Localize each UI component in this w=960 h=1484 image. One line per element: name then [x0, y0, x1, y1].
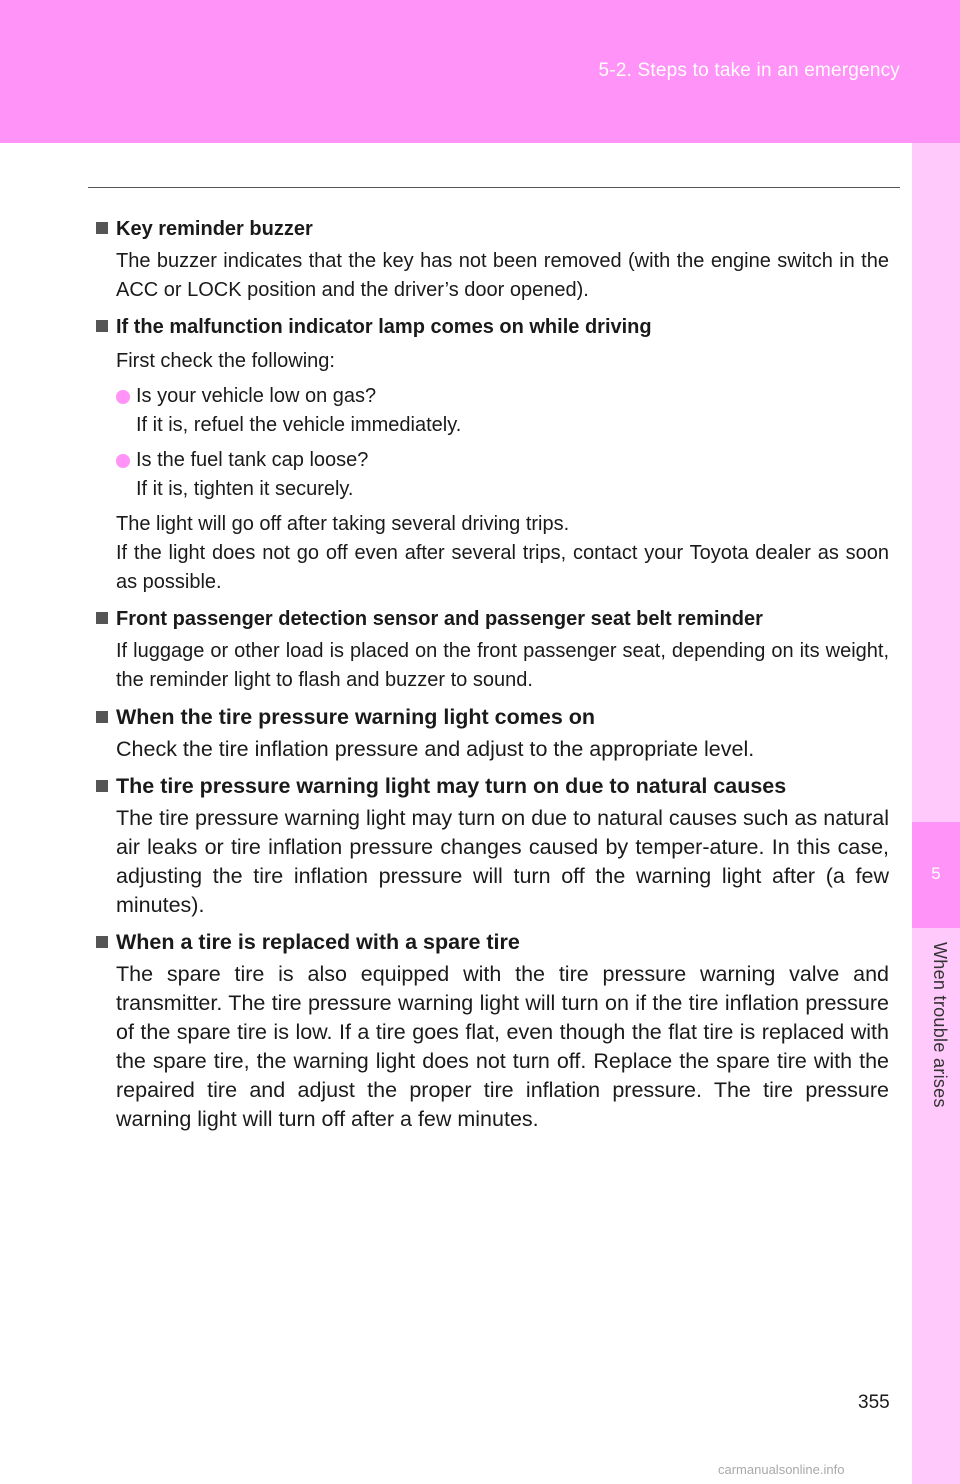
chapter-title: When trouble arises	[930, 942, 950, 1108]
section-title: 5-2. Steps to take in an emergency	[598, 60, 900, 81]
section-passenger-sensor	[96, 603, 889, 695]
circle-bullet-icon	[116, 390, 130, 404]
square-bullet-icon	[96, 320, 108, 332]
section-heading: The tire pressure warning light may turn on due to natural causes	[96, 770, 889, 802]
watermark: carmanualsonline.info	[718, 1462, 845, 1477]
section-text: Check the tire inflation pressure and adjust to the appropriate level.	[116, 737, 755, 761]
section-heading: When the tire pressure warning light comes on	[96, 701, 889, 733]
section-key-buzzer	[96, 213, 889, 305]
page-content	[96, 213, 889, 1140]
check-item: Is the fuel tank cap loose? If it is, tighten it securely.	[116, 446, 889, 504]
square-bullet-icon	[96, 612, 108, 624]
section-text: The tire pressure warning light may turn on due to natural causes such as natural air leaks or tire inflation pressure changes caused by temper-ature. In this case, adjusting the tire inflation pressure will turn off the warning light after (a few minutes).	[116, 806, 889, 917]
page-number: 355	[858, 1392, 890, 1413]
square-bullet-icon	[96, 780, 108, 792]
check-item: Is your vehicle low on gas? If it is, refuel the vehicle immediately.	[116, 382, 889, 440]
section-heading: Key reminder buzzer	[96, 213, 889, 245]
section-text: The light will go off after taking several driving trips. If the light does not go off even after several trips, contact your Toyota dealer as soon as possible.	[116, 513, 889, 593]
section-natural-causes	[96, 770, 889, 920]
section-text: The buzzer indicates that the key has not been removed (with the engine switch in the ACC or LOCK position and the driver’s door opened).	[116, 250, 889, 301]
section-intro: First check the following:	[116, 350, 335, 372]
square-bullet-icon	[96, 711, 108, 723]
section-text: The spare tire is also equipped with the tire pressure warning valve and transmitter. The tire pressure warning light will turn on if the tire inflation pressure of the spare tire is low. If a tire goes flat, even though the flat tire is replaced with the spare tire, the warning light does not turn off. Replace the spare tire with the repaired tire and adjust the proper tire inflation pressure. The tire pressure warning light will turn off after a few minutes.	[116, 962, 889, 1131]
section-heading: Front passenger detection sensor and passenger seat belt reminder	[96, 603, 889, 635]
section-heading: When a tire is replaced with a spare tire	[96, 926, 889, 958]
section-spare-tire	[96, 926, 889, 1134]
section-tire-light-on	[96, 701, 889, 764]
chapter-number: 5	[931, 864, 941, 883]
side-strip	[912, 143, 960, 1484]
section-malfunction	[96, 311, 889, 597]
section-text: If luggage or other load is placed on the front passenger seat, depending on its weight, the reminder light to flash and buzzer to sound.	[116, 640, 889, 691]
header-rule	[88, 187, 900, 188]
square-bullet-icon	[96, 936, 108, 948]
circle-bullet-icon	[116, 454, 130, 468]
section-heading: If the malfunction indicator lamp comes on while driving	[96, 311, 889, 343]
square-bullet-icon	[96, 222, 108, 234]
